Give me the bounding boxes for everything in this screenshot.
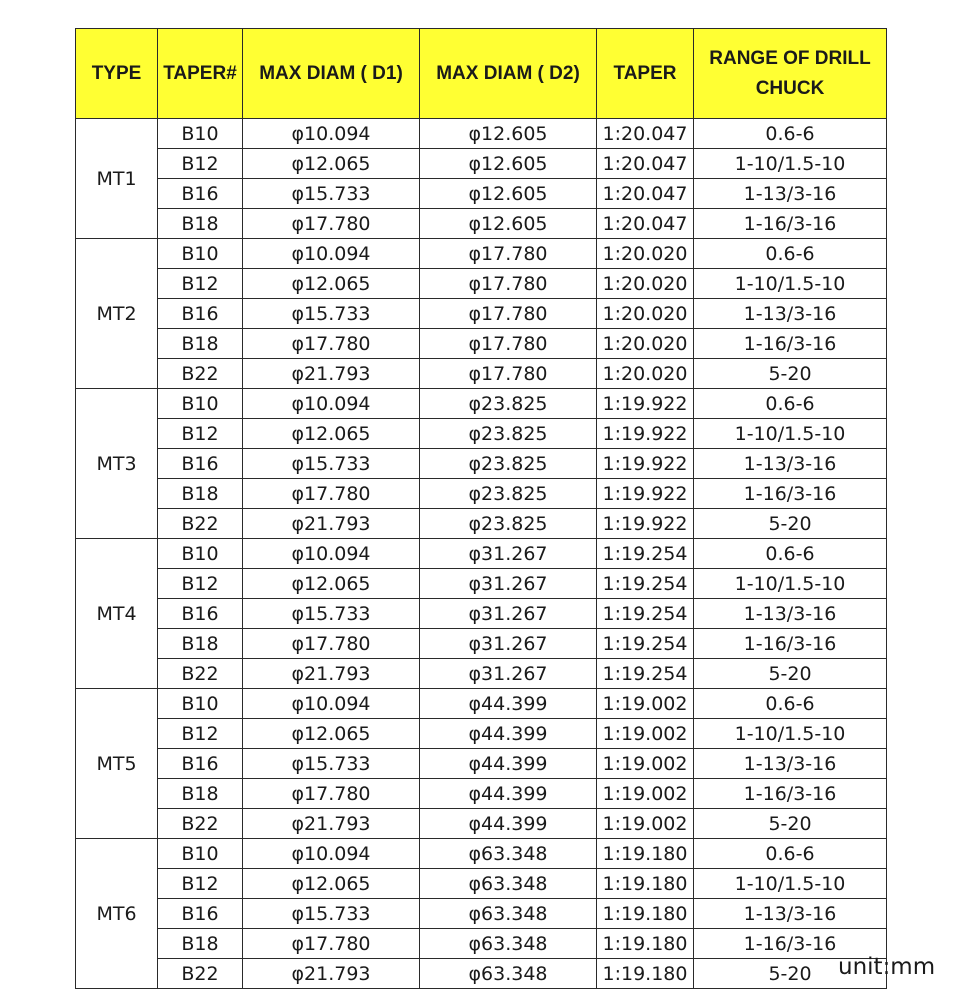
taper-number-cell: B10 [158, 389, 243, 419]
taper-ratio-cell: 1:19.180 [597, 839, 694, 869]
table-row [76, 659, 887, 689]
header-taper: TAPER [597, 29, 694, 119]
max-diam-d1-cell: φ12.065 [243, 419, 420, 449]
taper-number-cell: B16 [158, 899, 243, 929]
type-cell: MT6 [76, 839, 158, 989]
max-diam-d2-cell: φ44.399 [420, 809, 597, 839]
drill-chuck-range-cell: 1-16/3-16 [694, 779, 887, 809]
max-diam-d1-cell: φ15.733 [243, 449, 420, 479]
max-diam-d1-cell: φ15.733 [243, 899, 420, 929]
drill-chuck-range-cell: 1-16/3-16 [694, 479, 887, 509]
max-diam-d1-cell: φ17.780 [243, 929, 420, 959]
table-row [76, 719, 887, 749]
table-row [76, 809, 887, 839]
max-diam-d1-cell: φ21.793 [243, 509, 420, 539]
drill-chuck-range-cell: 0.6-6 [694, 839, 887, 869]
table-row [76, 779, 887, 809]
drill-chuck-range-cell: 1-13/3-16 [694, 749, 887, 779]
table-row [76, 329, 887, 359]
max-diam-d1-cell: φ21.793 [243, 809, 420, 839]
taper-number-cell: B18 [158, 329, 243, 359]
taper-ratio-cell: 1:19.254 [597, 569, 694, 599]
taper-ratio-cell: 1:19.002 [597, 719, 694, 749]
max-diam-d2-cell: φ44.399 [420, 689, 597, 719]
max-diam-d1-cell: φ12.065 [243, 569, 420, 599]
taper-number-cell: B12 [158, 869, 243, 899]
table-row [76, 179, 887, 209]
table-header [76, 29, 887, 119]
type-cell: MT5 [76, 689, 158, 839]
taper-number-cell: B10 [158, 689, 243, 719]
table-row [76, 899, 887, 929]
drill-chuck-range-cell: 0.6-6 [694, 119, 887, 149]
max-diam-d1-cell: φ17.780 [243, 209, 420, 239]
table-row [76, 149, 887, 179]
max-diam-d2-cell: φ31.267 [420, 659, 597, 689]
table-row [76, 359, 887, 389]
drill-chuck-range-cell: 1-16/3-16 [694, 629, 887, 659]
max-diam-d1-cell: φ12.065 [243, 719, 420, 749]
taper-number-cell: B12 [158, 569, 243, 599]
max-diam-d2-cell: φ31.267 [420, 599, 597, 629]
taper-number-cell: B12 [158, 719, 243, 749]
drill-chuck-range-cell: 1-10/1.5-10 [694, 269, 887, 299]
taper-ratio-cell: 1:19.254 [597, 629, 694, 659]
max-diam-d1-cell: φ10.094 [243, 239, 420, 269]
taper-ratio-cell: 1:19.002 [597, 809, 694, 839]
drill-chuck-range-cell: 5-20 [694, 659, 887, 689]
table-row [76, 209, 887, 239]
taper-ratio-cell: 1:19.922 [597, 479, 694, 509]
max-diam-d1-cell: φ15.733 [243, 749, 420, 779]
taper-number-cell: B10 [158, 539, 243, 569]
max-diam-d2-cell: φ44.399 [420, 779, 597, 809]
drill-chuck-range-cell: 0.6-6 [694, 539, 887, 569]
max-diam-d1-cell: φ10.094 [243, 389, 420, 419]
unit-label: unit:mm [838, 954, 936, 980]
table-row [76, 119, 887, 149]
max-diam-d1-cell: φ10.094 [243, 119, 420, 149]
taper-ratio-cell: 1:19.254 [597, 659, 694, 689]
taper-ratio-cell: 1:20.047 [597, 119, 694, 149]
max-diam-d2-cell: φ31.267 [420, 629, 597, 659]
table-row [76, 839, 887, 869]
taper-number-cell: B16 [158, 749, 243, 779]
max-diam-d1-cell: φ17.780 [243, 479, 420, 509]
drill-chuck-range-cell: 5-20 [694, 959, 887, 989]
max-diam-d2-cell: φ17.780 [420, 329, 597, 359]
max-diam-d2-cell: φ12.605 [420, 119, 597, 149]
max-diam-d2-cell: φ17.780 [420, 269, 597, 299]
drill-chuck-range-cell: 1-16/3-16 [694, 929, 887, 959]
max-diam-d2-cell: φ12.605 [420, 149, 597, 179]
taper-ratio-cell: 1:19.254 [597, 539, 694, 569]
taper-ratio-cell: 1:19.922 [597, 389, 694, 419]
max-diam-d2-cell: φ23.825 [420, 479, 597, 509]
taper-number-cell: B18 [158, 629, 243, 659]
drill-chuck-range-cell: 5-20 [694, 359, 887, 389]
taper-ratio-cell: 1:20.020 [597, 329, 694, 359]
taper-number-cell: B18 [158, 929, 243, 959]
type-cell: MT2 [76, 239, 158, 389]
taper-ratio-cell: 1:20.020 [597, 239, 694, 269]
max-diam-d1-cell: φ17.780 [243, 629, 420, 659]
max-diam-d2-cell: φ23.825 [420, 419, 597, 449]
header-max-diam-d2: MAX DIAM ( D2) [420, 29, 597, 119]
taper-number-cell: B16 [158, 179, 243, 209]
table-row [76, 509, 887, 539]
taper-ratio-cell: 1:20.020 [597, 359, 694, 389]
header-taper-number: TAPER# [158, 29, 243, 119]
table-row [76, 569, 887, 599]
drill-chuck-range-cell: 1-10/1.5-10 [694, 719, 887, 749]
taper-number-cell: B22 [158, 959, 243, 989]
header-drill-chuck-range: RANGE OF DRILL CHUCK [694, 29, 887, 119]
header-max-diam-d1: MAX DIAM ( D1) [243, 29, 420, 119]
morse-taper-spec-table [75, 28, 887, 989]
max-diam-d2-cell: φ23.825 [420, 509, 597, 539]
drill-chuck-range-cell: 1-13/3-16 [694, 449, 887, 479]
drill-chuck-range-cell: 1-13/3-16 [694, 599, 887, 629]
type-cell: MT1 [76, 119, 158, 239]
drill-chuck-range-cell: 5-20 [694, 509, 887, 539]
taper-ratio-cell: 1:20.020 [597, 269, 694, 299]
max-diam-d2-cell: φ44.399 [420, 749, 597, 779]
max-diam-d2-cell: φ17.780 [420, 239, 597, 269]
max-diam-d2-cell: φ63.348 [420, 899, 597, 929]
table-row [76, 449, 887, 479]
table-row [76, 629, 887, 659]
max-diam-d1-cell: φ15.733 [243, 179, 420, 209]
max-diam-d1-cell: φ15.733 [243, 599, 420, 629]
taper-ratio-cell: 1:19.180 [597, 869, 694, 899]
max-diam-d2-cell: φ17.780 [420, 299, 597, 329]
table-row [76, 689, 887, 719]
taper-ratio-cell: 1:20.047 [597, 209, 694, 239]
taper-number-cell: B18 [158, 779, 243, 809]
drill-chuck-range-cell: 5-20 [694, 809, 887, 839]
taper-ratio-cell: 1:19.180 [597, 929, 694, 959]
taper-number-cell: B22 [158, 509, 243, 539]
drill-chuck-range-cell: 1-10/1.5-10 [694, 869, 887, 899]
max-diam-d2-cell: φ12.605 [420, 209, 597, 239]
table-row [76, 929, 887, 959]
max-diam-d2-cell: φ31.267 [420, 539, 597, 569]
taper-number-cell: B22 [158, 659, 243, 689]
max-diam-d1-cell: φ10.094 [243, 689, 420, 719]
drill-chuck-range-cell: 1-10/1.5-10 [694, 149, 887, 179]
header-type: TYPE [76, 29, 158, 119]
taper-number-cell: B22 [158, 809, 243, 839]
max-diam-d1-cell: φ12.065 [243, 869, 420, 899]
taper-number-cell: B16 [158, 599, 243, 629]
taper-number-cell: B12 [158, 149, 243, 179]
max-diam-d1-cell: φ12.065 [243, 269, 420, 299]
max-diam-d1-cell: φ17.780 [243, 779, 420, 809]
drill-chuck-range-cell: 1-13/3-16 [694, 299, 887, 329]
table-row [76, 869, 887, 899]
table-row [76, 419, 887, 449]
taper-ratio-cell: 1:19.180 [597, 959, 694, 989]
taper-ratio-cell: 1:19.922 [597, 449, 694, 479]
taper-number-cell: B22 [158, 359, 243, 389]
max-diam-d1-cell: φ15.733 [243, 299, 420, 329]
max-diam-d2-cell: φ31.267 [420, 569, 597, 599]
taper-ratio-cell: 1:20.047 [597, 179, 694, 209]
max-diam-d1-cell: φ17.780 [243, 329, 420, 359]
taper-ratio-cell: 1:19.922 [597, 419, 694, 449]
table-body [76, 119, 887, 989]
max-diam-d1-cell: φ21.793 [243, 959, 420, 989]
table-row [76, 749, 887, 779]
type-cell: MT4 [76, 539, 158, 689]
max-diam-d2-cell: φ63.348 [420, 929, 597, 959]
drill-chuck-range-cell: 1-10/1.5-10 [694, 419, 887, 449]
taper-number-cell: B18 [158, 479, 243, 509]
table-row [76, 539, 887, 569]
drill-chuck-range-cell: 0.6-6 [694, 689, 887, 719]
header-row [76, 29, 887, 119]
table-row [76, 239, 887, 269]
taper-ratio-cell: 1:20.047 [597, 149, 694, 179]
drill-chuck-range-cell: 1-16/3-16 [694, 329, 887, 359]
taper-number-cell: B10 [158, 119, 243, 149]
table-row [76, 269, 887, 299]
drill-chuck-range-cell: 0.6-6 [694, 239, 887, 269]
max-diam-d2-cell: φ12.605 [420, 179, 597, 209]
taper-ratio-cell: 1:19.002 [597, 779, 694, 809]
max-diam-d2-cell: φ63.348 [420, 959, 597, 989]
taper-ratio-cell: 1:19.180 [597, 899, 694, 929]
drill-chuck-range-cell: 1-13/3-16 [694, 899, 887, 929]
max-diam-d2-cell: φ63.348 [420, 839, 597, 869]
taper-ratio-cell: 1:20.020 [597, 299, 694, 329]
max-diam-d2-cell: φ23.825 [420, 389, 597, 419]
max-diam-d2-cell: φ44.399 [420, 719, 597, 749]
taper-number-cell: B12 [158, 419, 243, 449]
max-diam-d1-cell: φ12.065 [243, 149, 420, 179]
taper-number-cell: B10 [158, 839, 243, 869]
drill-chuck-range-cell: 1-13/3-16 [694, 179, 887, 209]
taper-number-cell: B10 [158, 239, 243, 269]
drill-chuck-range-cell: 1-16/3-16 [694, 209, 887, 239]
taper-ratio-cell: 1:19.002 [597, 749, 694, 779]
taper-ratio-cell: 1:19.254 [597, 599, 694, 629]
taper-number-cell: B12 [158, 269, 243, 299]
max-diam-d1-cell: φ21.793 [243, 659, 420, 689]
max-diam-d1-cell: φ10.094 [243, 539, 420, 569]
table-row [76, 389, 887, 419]
max-diam-d2-cell: φ23.825 [420, 449, 597, 479]
taper-number-cell: B18 [158, 209, 243, 239]
taper-number-cell: B16 [158, 299, 243, 329]
drill-chuck-range-cell: 1-10/1.5-10 [694, 569, 887, 599]
taper-number-cell: B16 [158, 449, 243, 479]
taper-ratio-cell: 1:19.922 [597, 509, 694, 539]
max-diam-d1-cell: φ21.793 [243, 359, 420, 389]
type-cell: MT3 [76, 389, 158, 539]
table-row [76, 599, 887, 629]
drill-chuck-range-cell: 0.6-6 [694, 389, 887, 419]
max-diam-d2-cell: φ63.348 [420, 869, 597, 899]
max-diam-d1-cell: φ10.094 [243, 839, 420, 869]
max-diam-d2-cell: φ17.780 [420, 359, 597, 389]
taper-ratio-cell: 1:19.002 [597, 689, 694, 719]
table-row [76, 299, 887, 329]
table-row [76, 959, 887, 989]
table-row [76, 479, 887, 509]
